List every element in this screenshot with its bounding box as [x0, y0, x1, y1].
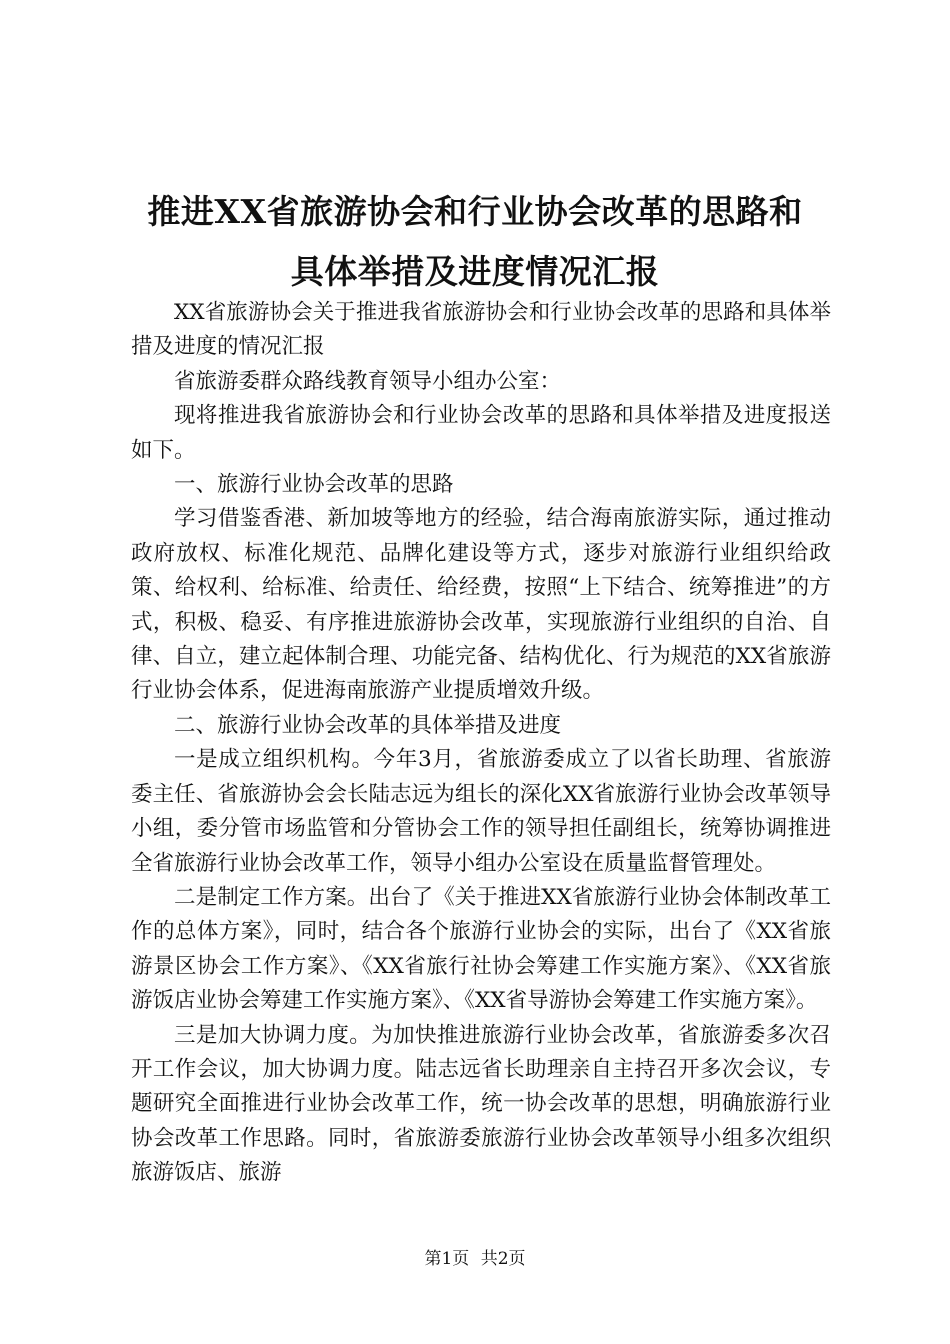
paragraph-measure-2: 二是制定工作方案。出台了《关于推进XX省旅游行业协会体制改革工作的总体方案》，同时，结合各个旅游行业协会的实际，出台了《XX省旅游景区协会工作方案》、《XX省旅行社协会筹建工作实施方案》、《XX省旅游饭店业协会筹建工作实施方案》、《XX省导游协会筹建工作实施方案》。: [131, 884, 831, 1014]
page-number: 第1页: [424, 1249, 470, 1269]
document-body: [131, 296, 831, 1191]
paragraph-measure-1: 一是成立组织机构。今年3月，省旅游委成立了以省长助理、省旅游委主任、省旅游协会会长陆志远为组长的深化XX省旅游行业协会改革领导小组，委分管市场监管和分管协会工作的领导担任副组长，统筹协调推进全省旅游行业协会改革工作，领导小组办公室设在质量监督管理处。: [131, 747, 831, 876]
section-heading-2: 二、旅游行业协会改革的具体举措及进度: [174, 712, 562, 738]
paragraph-addressee: 省旅游委群众路线教育领导小组办公室：: [174, 368, 562, 394]
page-total: 共2页: [480, 1249, 526, 1269]
document-title-line-2: 具体举措及进度情况汇报: [290, 252, 660, 291]
paragraph-measure-3: 三是加大协调力度。为加快推进旅游行业协会改革，省旅游委多次召开工作会议，加大协调力度。陆志远省长助理亲自主持召开多次会议，专题研究全面推进行业协会改革工作，统一协会改革的思想，明确旅游行业协会改革工作思路。同时，省旅游委旅游行业协会改革领导小组多次组织旅游饭店、旅游: [131, 1022, 831, 1186]
page-footer: [0, 1244, 950, 1269]
section-heading-1: 一、旅游行业协会改革的思路: [174, 472, 454, 498]
paragraph-report-heading: XX省旅游协会关于推进我省旅游协会和行业协会改革的思路和具体举措及进度的情况汇报: [131, 300, 831, 360]
paragraph-intro: 现将推进我省旅游协会和行业协会改革的思路和具体举措及进度报送如下。: [131, 403, 831, 463]
paragraph-approach: 学习借鉴香港、新加坡等地方的经验，结合海南旅游实际，通过推动政府放权、标准化规范、品牌化建设等方式，逐步对旅游行业组织给政策、给权利、给标准、给责任、给经费，按照“上下结合、统筹推进”的方式，积极、稳妥、有序推进旅游协会改革，实现旅游行业组织的自治、自律、自立，建立起体制合理、功能完备、结构优化、行为规范的XX省旅游行业协会体系，促进海南旅游产业提质增效升级。: [131, 506, 831, 704]
document-title-line-1: 推进XX省旅游协会和行业协会改革的思路和: [147, 192, 803, 231]
